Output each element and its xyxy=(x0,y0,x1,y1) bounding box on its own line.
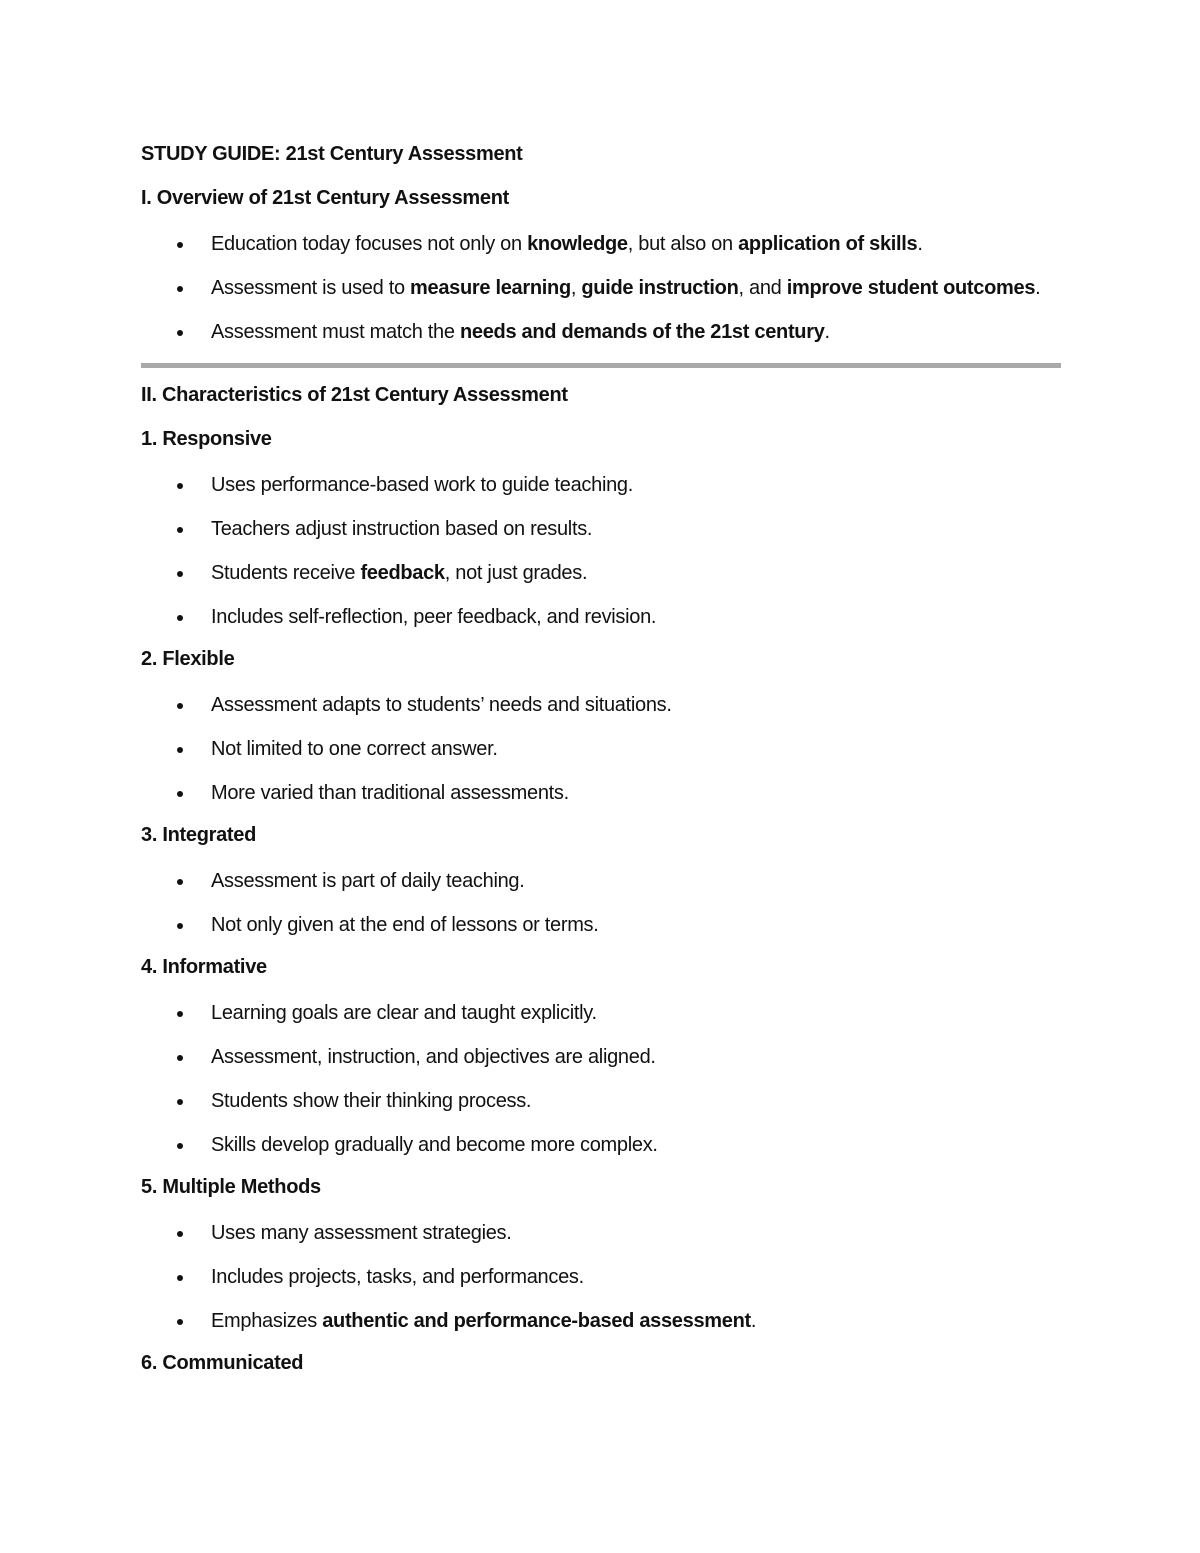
informative-list xyxy=(141,999,1061,1160)
subheading-informative: 4. Informative xyxy=(141,956,267,978)
bullet-icon xyxy=(177,571,183,577)
overview-list xyxy=(141,230,1061,347)
bullet-icon xyxy=(177,242,183,248)
responsive-list xyxy=(141,471,1061,632)
list-item: Includes projects, tasks, and performances. xyxy=(141,1263,1061,1292)
list-item: Includes self-reflection, peer feedback, and revision. xyxy=(141,603,1061,632)
subheading-integrated: 3. Integrated xyxy=(141,824,257,846)
list-item: Assessment is part of daily teaching. xyxy=(141,867,1061,896)
list-item: Assessment adapts to students’ needs and situations. xyxy=(141,691,1061,720)
list-item: Students show their thinking process. xyxy=(141,1087,1061,1116)
list-item: Uses performance-based work to guide teaching. xyxy=(141,471,1061,500)
bullet-icon xyxy=(177,923,183,929)
bullet-icon xyxy=(177,879,183,885)
horizontal-divider xyxy=(141,363,1061,368)
list-item: Teachers adjust instruction based on results. xyxy=(141,515,1061,544)
bullet-icon xyxy=(177,1319,183,1325)
flexible-list xyxy=(141,691,1061,808)
list-item: Not limited to one correct answer. xyxy=(141,735,1061,764)
bullet-icon xyxy=(177,1099,183,1105)
bullet-icon xyxy=(177,527,183,533)
list-item: Learning goals are clear and taught explicitly. xyxy=(141,999,1061,1028)
document-page xyxy=(141,138,1061,1380)
list-item: Assessment must match the needs and demands of the 21st century. xyxy=(141,318,1061,347)
list-item: Skills develop gradually and become more complex. xyxy=(141,1131,1061,1160)
list-item: Assessment, instruction, and objectives are aligned. xyxy=(141,1043,1061,1072)
bullet-icon xyxy=(177,1275,183,1281)
bullet-icon xyxy=(177,286,183,292)
list-item: Emphasizes authentic and performance-based assessment. xyxy=(141,1307,1061,1336)
bullet-icon xyxy=(177,1055,183,1061)
document-title: STUDY GUIDE: 21st Century Assessment xyxy=(141,143,523,165)
list-item: Students receive feedback, not just grades. xyxy=(141,559,1061,588)
list-item: Uses many assessment strategies. xyxy=(141,1219,1061,1248)
bullet-icon xyxy=(177,1011,183,1017)
bullet-icon xyxy=(177,615,183,621)
bullet-icon xyxy=(177,330,183,336)
list-item: Not only given at the end of lessons or terms. xyxy=(141,911,1061,940)
bullet-icon xyxy=(177,703,183,709)
bullet-icon xyxy=(177,1231,183,1237)
section-heading-characteristics: II. Characteristics of 21st Century Assessment xyxy=(141,384,568,406)
integrated-list xyxy=(141,867,1061,940)
subheading-communicated: 6. Communicated xyxy=(141,1352,304,1374)
subheading-multiple-methods: 5. Multiple Methods xyxy=(141,1176,321,1198)
subheading-flexible: 2. Flexible xyxy=(141,648,235,670)
bullet-icon xyxy=(177,483,183,489)
bullet-icon xyxy=(177,1143,183,1149)
bullet-icon xyxy=(177,747,183,753)
list-item: More varied than traditional assessments. xyxy=(141,779,1061,808)
list-item: Assessment is used to measure learning, guide instruction, and improve student outcomes. xyxy=(141,274,1061,303)
multiple-methods-list xyxy=(141,1219,1061,1336)
list-item: Education today focuses not only on knowledge, but also on application of skills. xyxy=(141,230,1061,259)
section-heading-overview: I. Overview of 21st Century Assessment xyxy=(141,187,510,209)
subheading-responsive: 1. Responsive xyxy=(141,428,272,450)
bullet-icon xyxy=(177,791,183,797)
